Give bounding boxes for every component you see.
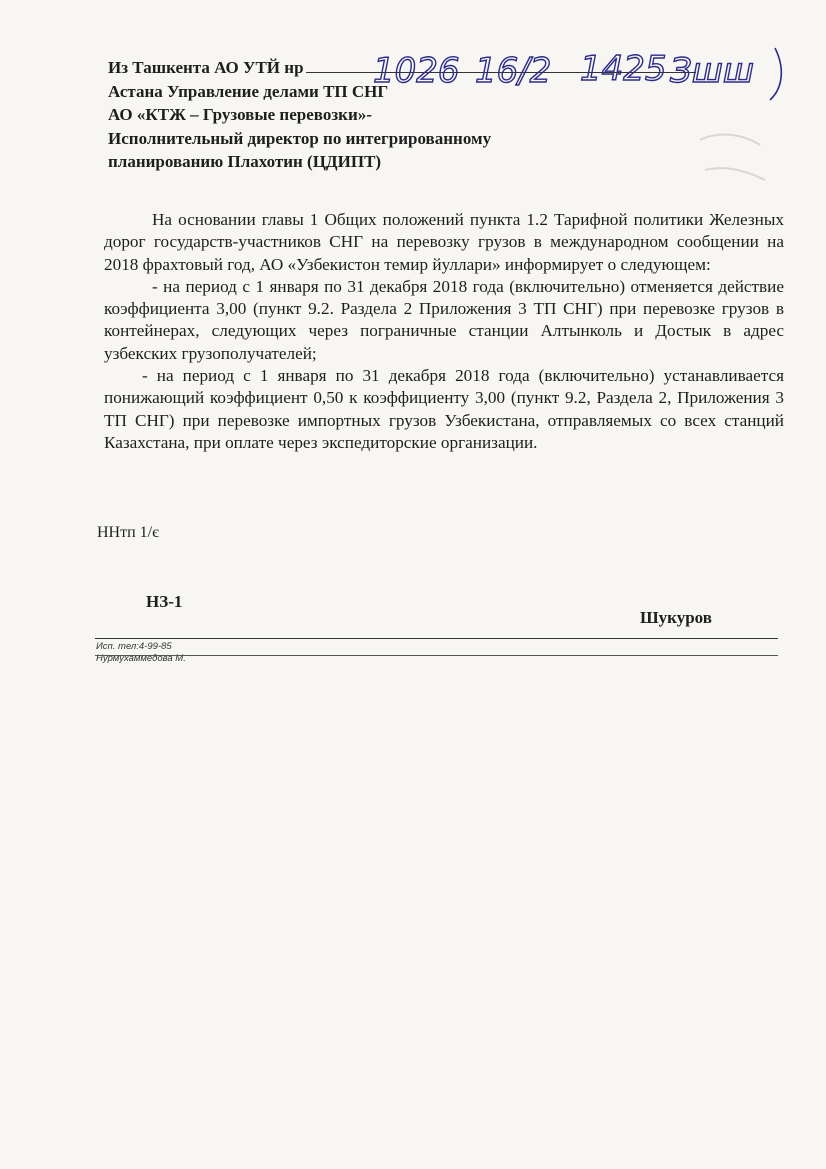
- document-code: ННтп 1/є: [97, 524, 159, 541]
- handwritten-number-3: 1425: [580, 49, 667, 89]
- footer-divider-2: [95, 655, 778, 656]
- nz-mark: НЗ-1: [146, 592, 183, 611]
- executor-phone: Исп. тел:4-99-85: [96, 641, 172, 652]
- signer-name: Шукуров: [640, 608, 712, 627]
- paragraph-intro: На основании главы 1 Общих положений пункта 1.2 Тарифной политики Железных дорог государств-участников СНГ на перевозку грузов в международном сообщении на 2018 фрахтовый год, АО «Узбекистон темир йуллари» информирует о следующем:: [104, 210, 784, 274]
- header-line-4: Исполнительный директор по интегрированному: [108, 128, 492, 148]
- footer-divider: [95, 638, 778, 639]
- handwritten-stroke: [770, 48, 781, 100]
- header-line-5: планированию Плахотин (ЦДИПТ): [108, 152, 382, 171]
- handwritten-number-1: 1026: [373, 51, 460, 91]
- handwritten-number-2: 16/2: [475, 51, 552, 91]
- header-line-1-text: Из Ташкента АО УТЙ нр: [108, 58, 304, 77]
- header-line-3: АО «КТЖ – Грузовые перевозки»-: [108, 105, 372, 124]
- header-line-2: Астана Управление делами ТП СНГ: [108, 81, 389, 101]
- executor-info: [96, 641, 186, 665]
- executor-name: Нурмухаммедова М.: [96, 653, 186, 664]
- handwritten-registration-number: [345, 38, 815, 108]
- paragraph-item-2: - на период с 1 января по 31 декабря 2018 года (включительно) устанавливается понижающий коэффициент 0,50 к коэффициенту 3,00 (пункт 9.2, Раздела 2, Приложения 3 ТП СНГ) при перевозке импортных грузов Узбекистана, отправляемых со всех станций Казахстана, при оплате через экспедиторские организации.: [104, 366, 784, 452]
- paragraph-item-1: - на период с 1 января по 31 декабря 2018 года (включительно) отменяется действие коэффициента 3,00 (пункт 9.2. Раздела 2 Приложения 3 ТП СНГ) при перевозке грузов в контейнерах, следующих через пограничные станции Алтынколь и Достык в адрес узбекских грузополучателей;: [104, 276, 784, 363]
- letter-body: [104, 209, 784, 454]
- handwritten-number-4: Зшш: [670, 51, 755, 91]
- faint-stamp-mark: [690, 120, 780, 200]
